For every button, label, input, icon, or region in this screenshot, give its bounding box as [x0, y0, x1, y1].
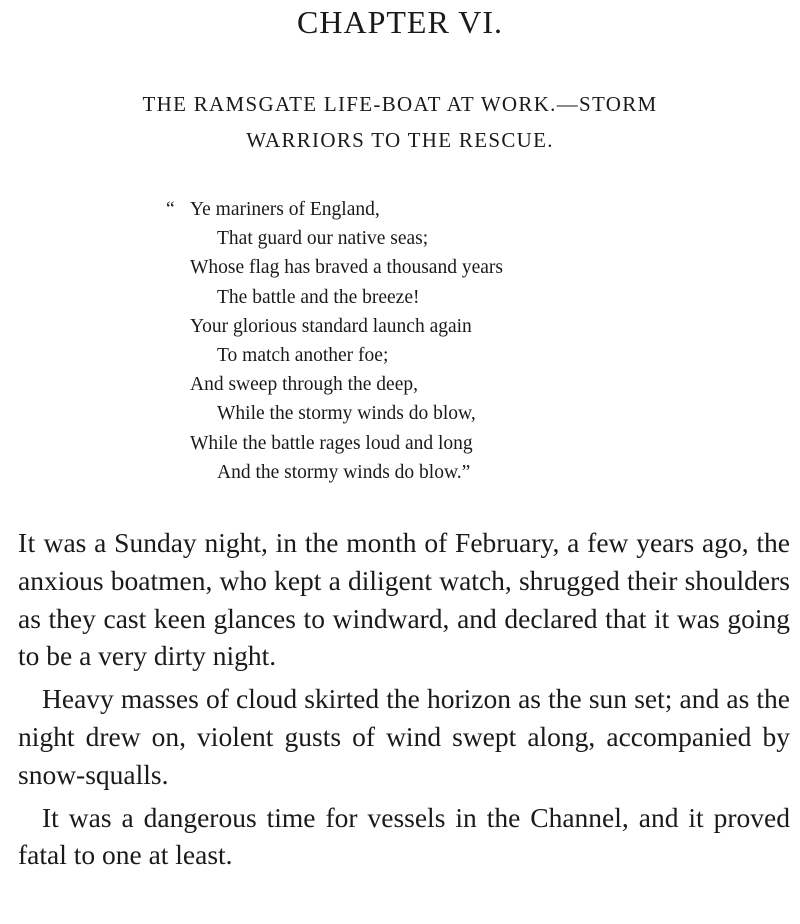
epigraph-poem [166, 195, 686, 487]
paragraph-text: was a Sunday night, in the month of February, a few years ago, the anxious boatmen, who kept a diligent watch, shrugged their shoulders as they cast keen glances to windward, and declared that it was going to be a very dirty night. [18, 527, 790, 672]
verse-line-7 [166, 370, 686, 399]
chapter-heading: CHAPTER VI. [297, 4, 503, 40]
paragraph-3: It was a dangerous time for vessels in the Channel, and it proved fatal to one at least. [18, 801, 790, 871]
verse-text: And sweep through the deep, [190, 374, 418, 396]
verse-line-10 [166, 458, 686, 487]
chapter-title [40, 86, 760, 158]
verse-text: While the battle rages loud and long [190, 432, 473, 454]
verse-line-9 [166, 429, 686, 458]
verse-text: Ye mariners of England, [190, 199, 380, 220]
chapter-title-line-1: THE RAMSGATE LIFE-BOAT AT WORK.—STORM [142, 92, 658, 116]
verse-line-5 [166, 312, 686, 341]
chapter-title-line-2: WARRIORS TO THE RESCUE. [246, 128, 554, 152]
verse-text: Your glorious standard launch again [190, 315, 472, 337]
verse-text: That guard our native seas; [217, 228, 429, 250]
verse-line-6 [166, 341, 686, 370]
body-text [18, 524, 790, 879]
paragraph-lead-word: It [18, 527, 36, 558]
verse-text: While the stormy winds do blow, [217, 403, 476, 425]
opening-quote: “ [166, 199, 175, 220]
verse-text: And the stormy winds do blow.” [217, 461, 471, 483]
verse-text: To match another foe; [217, 345, 389, 367]
verse-line-1 [166, 195, 686, 224]
paragraph-1 [18, 524, 790, 675]
verse-line-2 [166, 224, 686, 253]
verse-line-8 [166, 399, 686, 428]
verse-text: Whose flag has braved a thousand years [190, 257, 503, 279]
verse-text: The battle and the breeze! [217, 286, 420, 308]
verse-line-3 [166, 253, 686, 282]
paragraph-2: Heavy masses of cloud skirted the horizon as the sun set; and as the night drew on, violent gusts of wind swept along, accompanied by snow-squalls. [18, 683, 790, 790]
verse-line-4 [166, 283, 686, 312]
